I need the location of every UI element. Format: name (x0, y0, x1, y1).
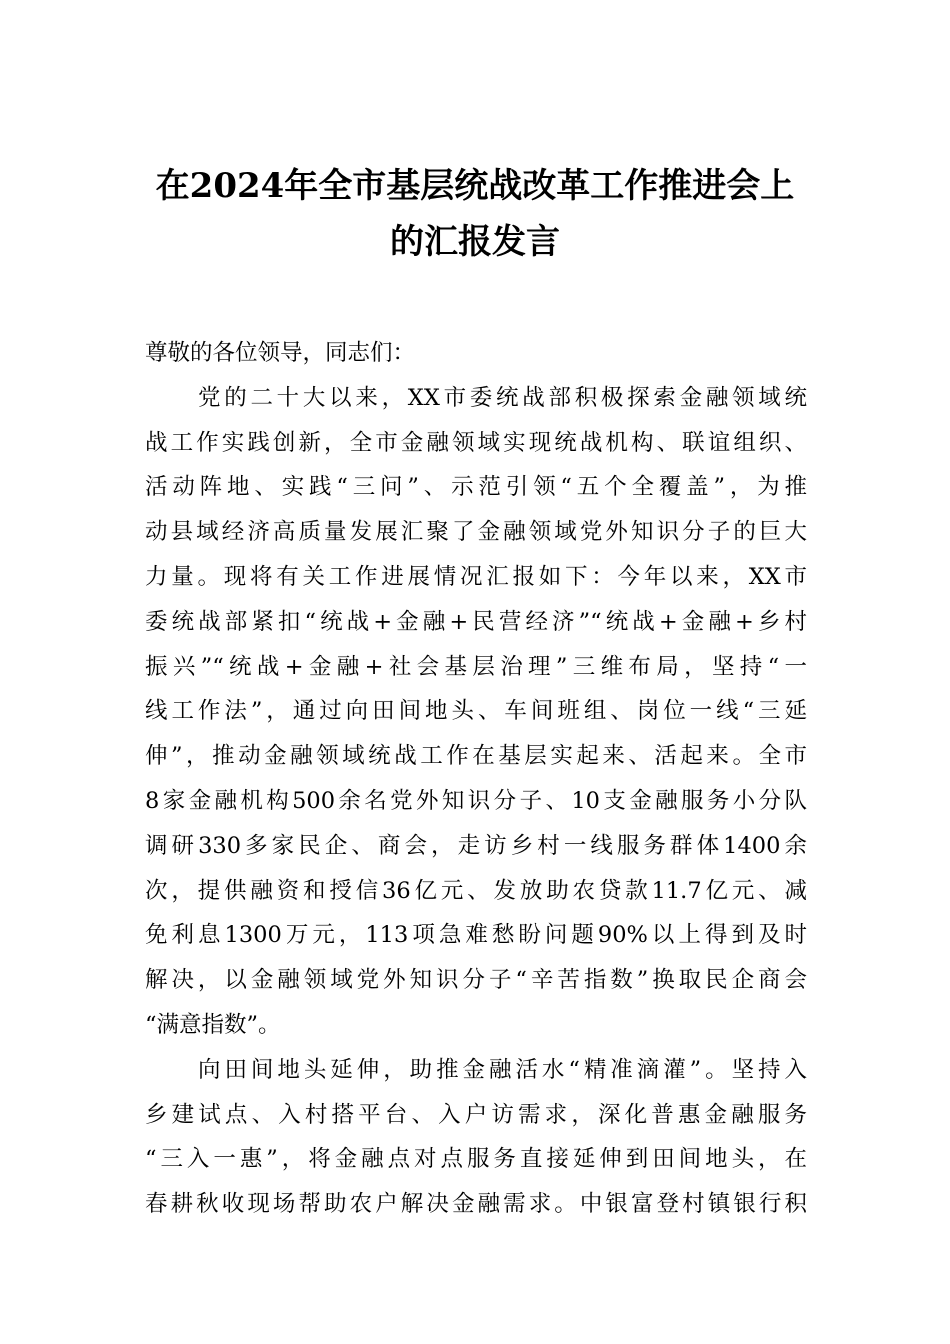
text-line: 振兴”“统战+金融+社会基层治理”三维布局，坚持“一 (145, 653, 807, 680)
text-line: “满意指数”。 (145, 1011, 281, 1038)
paragraph-1 (145, 376, 807, 1048)
salutation: 尊敬的各位领导，同志们： (145, 340, 416, 366)
text-line: 乡建试点、入村搭平台、入户访需求，深化普惠金融服务 (145, 1101, 807, 1128)
text-line: 伸”，推动金融领域统战工作在基层实起来、活起来。全市 (145, 743, 807, 770)
text-line: 力量。现将有关工作进展情况汇报如下：今年以来，XX市 (145, 563, 807, 590)
text-line: 免利息1300万元，113项急难愁盼问题90%以上得到及时 (145, 922, 807, 949)
text-line: 活动阵地、实践“三问”、示范引领“五个全覆盖”，为推 (145, 474, 807, 501)
text-line: 调研330多家民企、商会，走访乡村一线服务群体1400余 (145, 832, 807, 859)
text-line: 8家金融机构500余名党外知识分子、10支金融服务小分队 (145, 787, 807, 814)
text-line: 解决，以金融领域党外知识分子“辛苦指数”换取民企商会 (145, 967, 807, 994)
text-line: 委统战部紧扣“统战+金融+民营经济”“统战+金融+乡村 (145, 608, 807, 635)
paragraph-2 (145, 1048, 807, 1227)
title-line: 的汇报发言 (390, 222, 560, 262)
document-title (140, 158, 810, 270)
text-line: 动县域经济高质量发展汇聚了金融领域党外知识分子的巨大 (145, 519, 807, 546)
title-line: 在2024年全市基层统战改革工作推进会上 (155, 166, 795, 206)
text-line: 线工作法”，通过向田间地头、车间班组、岗位一线“三延 (145, 698, 807, 725)
text-line: 春耕秋收现场帮助农户解决金融需求。中银富登村镇银行积 (145, 1191, 807, 1218)
text-line: 党的二十大以来，XX市委统战部积极探索金融领域统 (198, 384, 807, 411)
text-line: 向田间地头延伸，助推金融活水“精准滴灌”。坚持入 (198, 1056, 807, 1083)
text-line: “三入一惠”，将金融点对点服务直接延伸到田间地头，在 (145, 1146, 807, 1173)
text-line: 次，提供融资和授信36亿元、发放助农贷款11.7亿元、减 (145, 877, 807, 904)
text-line: 战工作实践创新，全市金融领域实现统战机构、联谊组织、 (145, 429, 807, 456)
document-body (145, 331, 807, 1227)
